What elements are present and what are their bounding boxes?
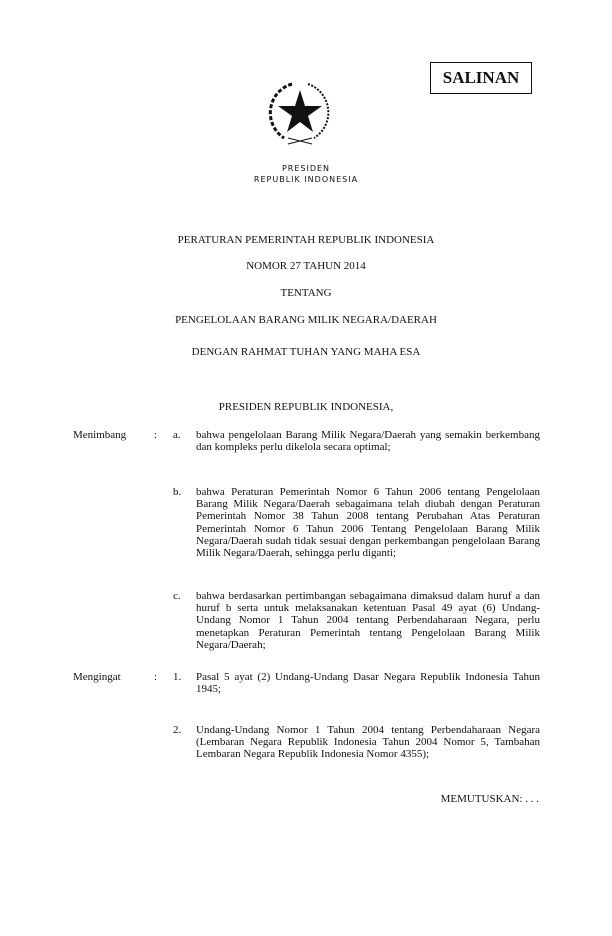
preamble: DENGAN RAHMAT TUHAN YANG MAHA ESA — [191, 346, 421, 358]
item-marker: 1. — [173, 671, 182, 683]
regulation-title: PERATURAN PEMERINTAH REPUBLIK INDONESIA — [177, 234, 435, 246]
item-marker: b. — [173, 486, 182, 498]
regulation-number: NOMOR 27 TAHUN 2014 — [246, 260, 366, 272]
menimbang-colon: : — [154, 429, 158, 441]
president-heading: PRESIDEN REPUBLIK INDONESIA, — [218, 401, 394, 413]
item-marker: c. — [173, 590, 181, 602]
mengingat-label: Mengingat — [73, 671, 121, 683]
continuation-marker: MEMUTUSKAN: . . . — [440, 793, 539, 805]
mengingat-item-1: Pasal 5 ayat (2) Undang-Undang Dasar Negara Republik Indonesia Tahun 1945; — [196, 671, 540, 696]
item-marker: a. — [173, 429, 181, 441]
mengingat-item-2: Undang-Undang Nomor 1 Tahun 2004 tentang Perbendaharaan Negara (Lembaran Negara Republik Indonesia Tahun 2004 Nomor 5, Tambahan Lembaran Negara Republik Indonesia Nomor 4355); — [196, 724, 540, 761]
item-marker: 2. — [173, 724, 182, 736]
menimbang-item-a: bahwa pengelolaan Barang Milik Negara/Daerah yang semakin berkembang dan kompleks perlu dikelola secara optimal; — [196, 429, 540, 454]
letterhead-line2: REPUBLIK INDONESIA — [253, 175, 359, 184]
presidential-emblem-icon — [262, 78, 338, 146]
menimbang-item-c: bahwa berdasarkan pertimbangan sebagaimana dimaksud dalam huruf a dan huruf b serta untuk melaksanakan ketentuan Pasal 49 ayat (6) Undang-Undang Nomor 1 Tahun 2004 tentang Perbendaharaan Negara, perlu menetapkan Peraturan Pemerintah tentang Pengelolaan Barang Milik Negara/Daerah; — [196, 590, 540, 651]
salinan-stamp: SALINAN — [430, 62, 532, 94]
regulation-tentang: TENTANG — [280, 287, 332, 299]
menimbang-label: Menimbang — [73, 429, 127, 441]
regulation-subject: PENGELOLAAN BARANG MILIK NEGARA/DAERAH — [175, 314, 437, 326]
letterhead-line1: PRESIDEN — [281, 164, 331, 173]
menimbang-item-b: bahwa Peraturan Pemerintah Nomor 6 Tahun 2006 tentang Pengelolaan Barang Milik Negara/Daerah sebagaimana telah diubah dengan Peraturan Pemerintah Nomor 38 Tahun 2008 tentang Perubahan Atas Peraturan Pemerintah Nomor 6 Tahun 2006 Tentang Pengelolaan Barang Milik Negara/Daerah sudah tidak sesuai dengan perkembangan pengelolaan Barang Milik Negara/Daerah, sehingga perlu diganti; — [196, 486, 540, 560]
mengingat-colon: : — [154, 671, 158, 683]
